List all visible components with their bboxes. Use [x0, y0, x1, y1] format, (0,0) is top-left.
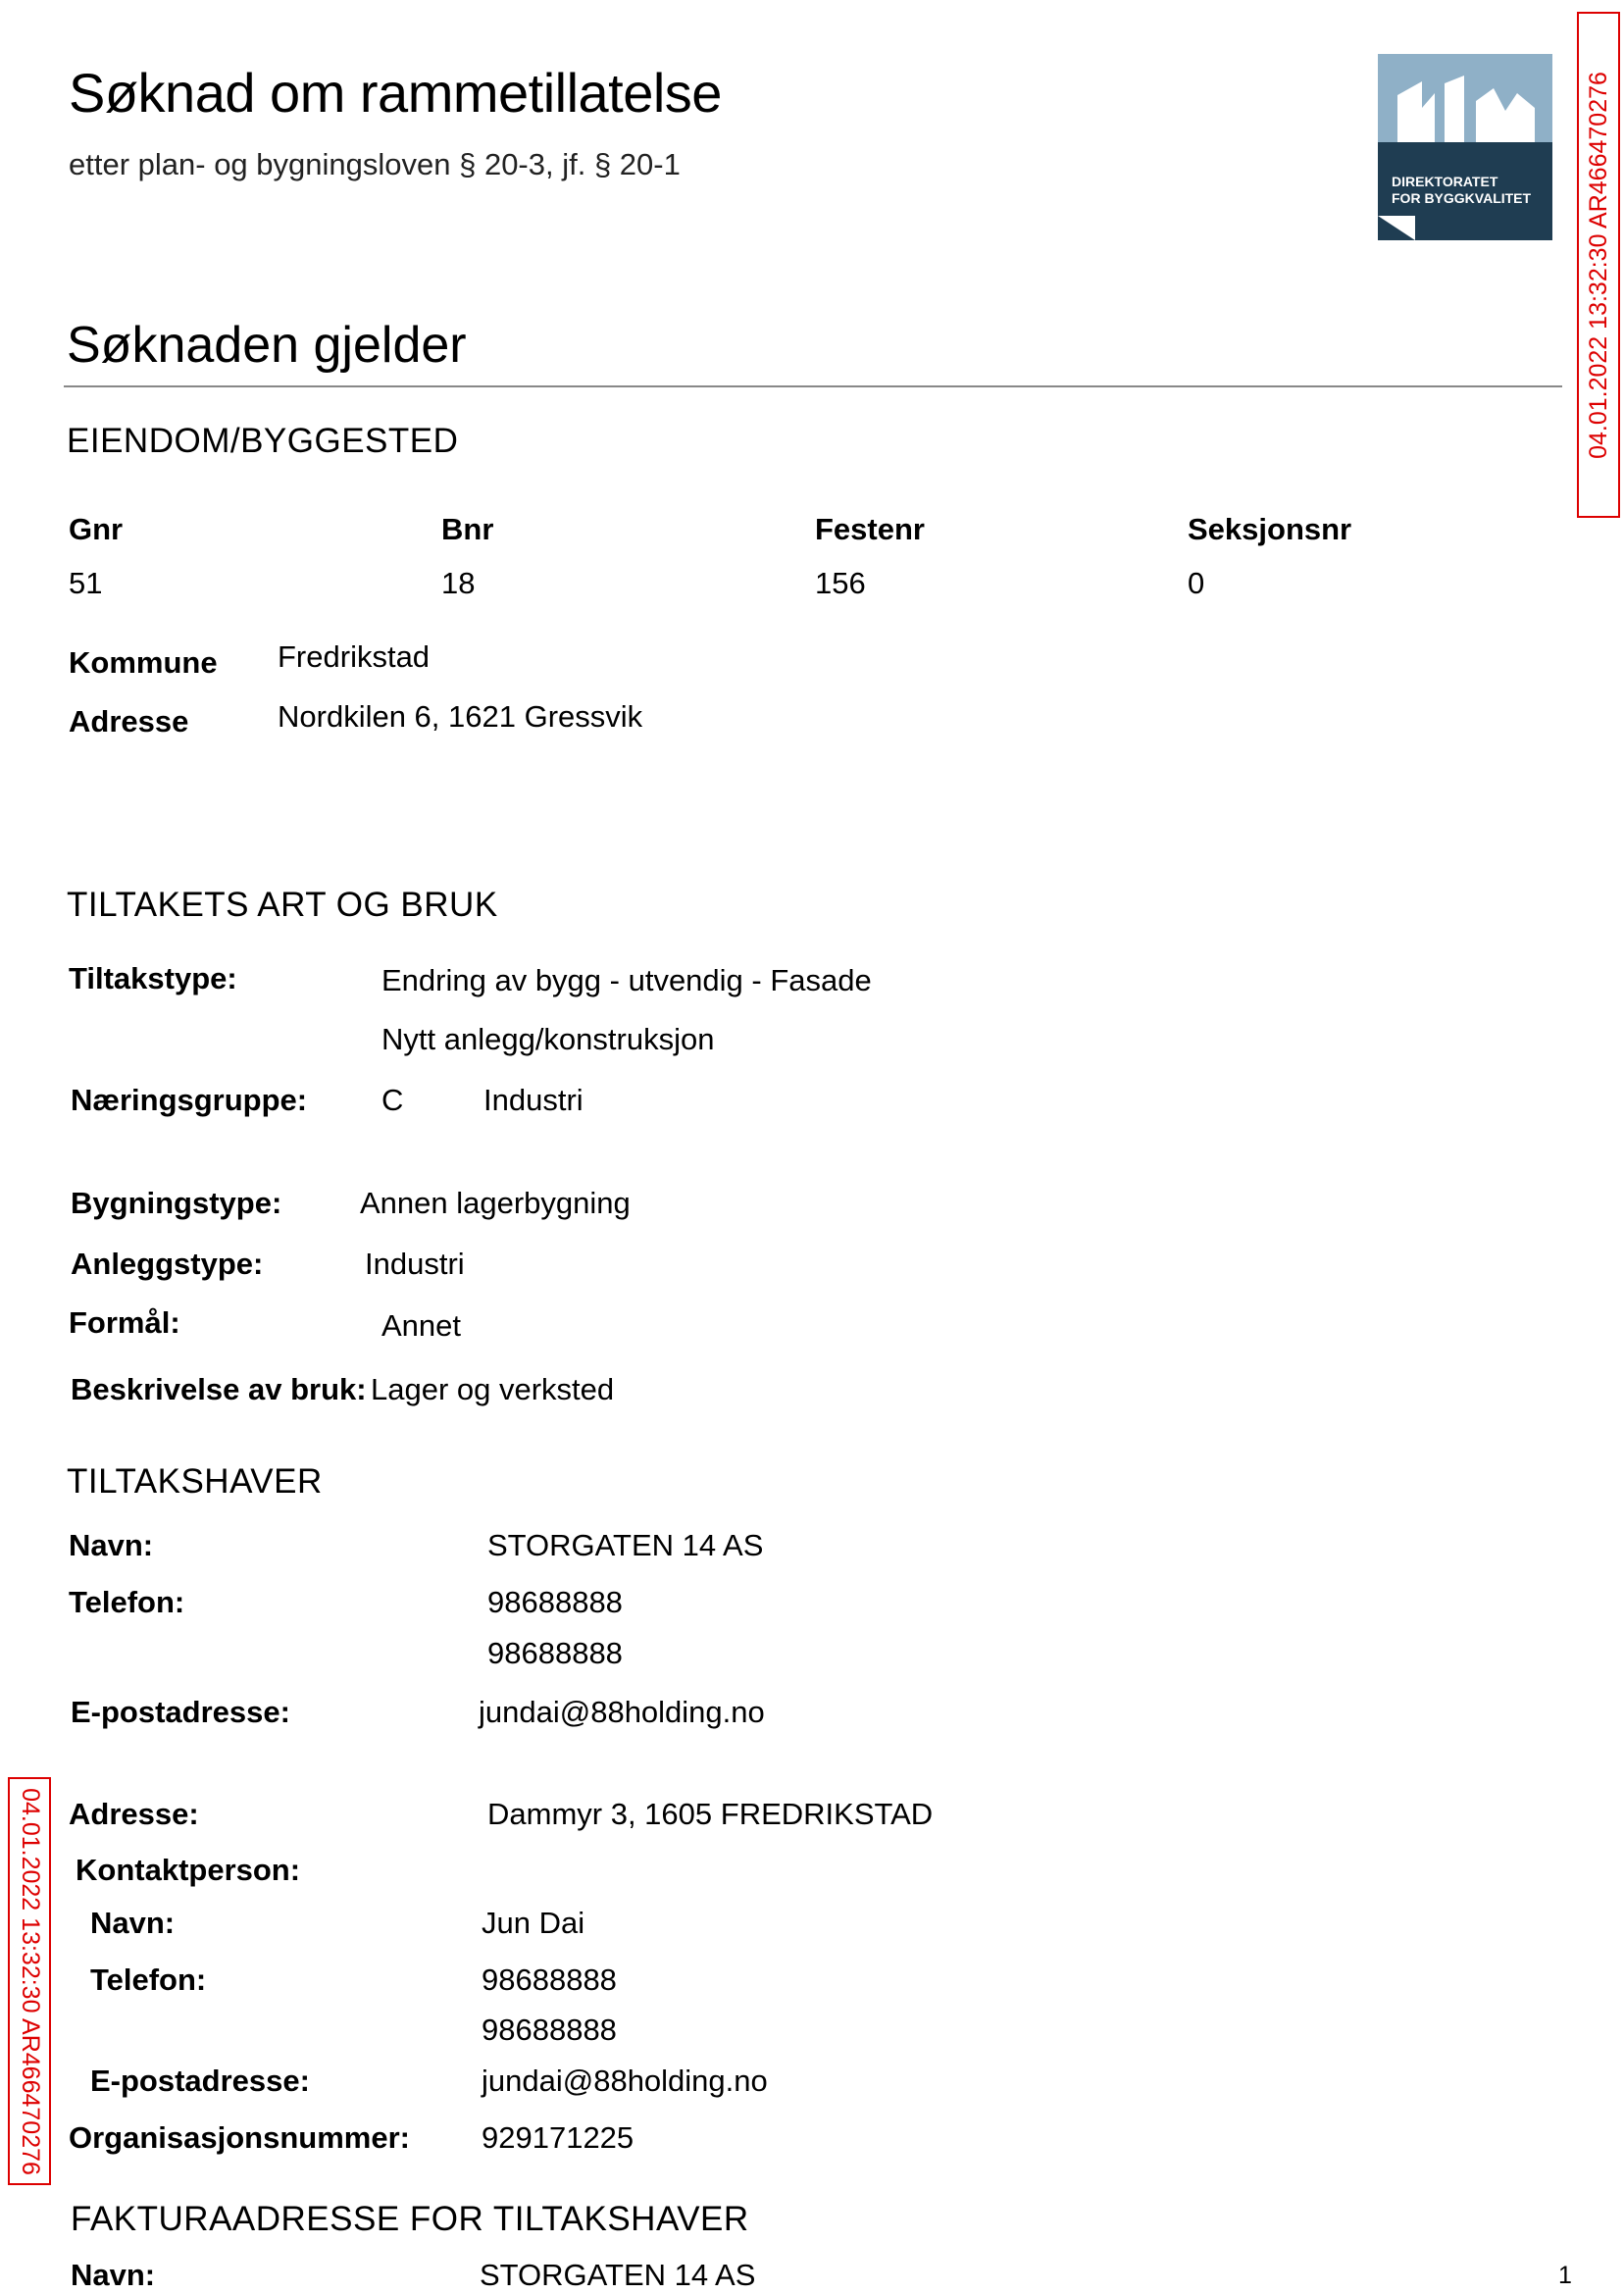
kontakt-telefon-value-1: 98688888 — [482, 1963, 617, 1997]
seksjonsnr-label: Seksjonsnr — [1188, 512, 1352, 546]
anleggstype-label: Anleggstype: — [71, 1247, 264, 1281]
section-title: Søknaden gjelder — [67, 317, 467, 374]
tiltak-heading: TILTAKETS ART OG BRUK — [67, 886, 498, 924]
tiltakshaver-adresse-label: Adresse: — [69, 1797, 199, 1831]
logo-text-line1: DIREKTORATET — [1392, 174, 1498, 189]
tiltakshaver-adresse-value: Dammyr 3, 1605 FREDRIKSTAD — [487, 1797, 934, 1831]
naeringsgruppe-code: C — [381, 1083, 404, 1117]
timestamp-stamp-side — [8, 1777, 51, 2185]
faktura-navn-label: Navn: — [71, 2258, 156, 2292]
tiltakshaver-navn-value: STORGATEN 14 AS — [487, 1528, 764, 1562]
tiltakshaver-epost-value: jundai@88holding.no — [479, 1695, 765, 1729]
kommune-value: Fredrikstad — [278, 639, 431, 674]
kontakt-navn-value: Jun Dai — [482, 1906, 585, 1940]
bnr-label: Bnr — [441, 512, 494, 546]
stamp-text: 04.01.2022 13:32:30 AR466470276 — [16, 1787, 44, 2175]
document-title: Søknad om rammetillatelse — [69, 62, 722, 124]
seksjonsnr-value: 0 — [1188, 566, 1205, 600]
adresse-label: Adresse — [69, 704, 189, 739]
formal-label: Formål: — [69, 1305, 180, 1340]
kommune-label: Kommune — [69, 645, 218, 680]
kontakt-epost-label: E-postadresse: — [90, 2064, 310, 2098]
dibk-logo — [1378, 54, 1552, 240]
orgnr-value: 929171225 — [482, 2120, 634, 2155]
faktura-heading: FAKTURAADRESSE FOR TILTAKSHAVER — [71, 2200, 749, 2238]
kontakt-telefon-label: Telefon: — [90, 1963, 207, 1997]
faktura-navn-value: STORGATEN 14 AS — [480, 2258, 756, 2292]
orgnr-label: Organisasjonsnummer: — [69, 2120, 410, 2155]
naeringsgruppe-name: Industri — [483, 1083, 584, 1117]
tiltakshaver-telefon-value-1: 98688888 — [487, 1585, 623, 1619]
tiltakstype-value-1: Endring av bygg - utvendig - Fasade — [381, 963, 872, 997]
tiltakshaver-epost-label: E-postadresse: — [71, 1695, 290, 1729]
eiendom-heading: EIENDOM/BYGGESTED — [67, 422, 459, 460]
tiltakshaver-navn-label: Navn: — [69, 1528, 154, 1562]
document-subtitle: etter plan- og bygningsloven § 20-3, jf. § 20-1 — [69, 147, 681, 181]
festenr-label: Festenr — [815, 512, 925, 546]
tiltakshaver-telefon-value-2: 98688888 — [487, 1636, 623, 1670]
beskrivelse-label: Beskrivelse av bruk: — [71, 1372, 367, 1406]
kontakt-epost-value: jundai@88holding.no — [482, 2064, 768, 2098]
section-divider — [64, 385, 1562, 387]
naeringsgruppe-label: Næringsgruppe: — [71, 1083, 308, 1117]
bygningstype-label: Bygningstype: — [71, 1186, 282, 1220]
tiltakshaver-heading: TILTAKSHAVER — [67, 1462, 323, 1501]
bnr-value: 18 — [441, 566, 476, 600]
gnr-label: Gnr — [69, 512, 124, 546]
tiltakshaver-telefon-label: Telefon: — [69, 1585, 185, 1619]
kontakt-navn-label: Navn: — [90, 1906, 176, 1940]
timestamp-stamp-top — [1577, 12, 1620, 518]
page-number: 1 — [1558, 2262, 1572, 2289]
adresse-value: Nordkilen 6, 1621 Gressvik — [278, 699, 643, 734]
gnr-value: 51 — [69, 566, 103, 600]
anleggstype-value: Industri — [365, 1247, 465, 1281]
festenr-value: 156 — [815, 566, 866, 600]
bygningstype-value: Annen lagerbygning — [360, 1186, 631, 1220]
logo-text-line2: FOR BYGGKVALITET — [1392, 190, 1532, 206]
formal-value: Annet — [381, 1308, 462, 1343]
beskrivelse-value: Lager og verksted — [371, 1372, 615, 1406]
stamp-text: 04.01.2022 13:32:30 AR466470276 — [1584, 71, 1612, 459]
tiltakstype-label: Tiltakstype: — [69, 961, 237, 995]
kontaktperson-label: Kontaktperson: — [76, 1853, 301, 1887]
tiltakstype-value-2: Nytt anlegg/konstruksjon — [381, 1022, 715, 1056]
kontakt-telefon-value-2: 98688888 — [482, 2013, 617, 2047]
